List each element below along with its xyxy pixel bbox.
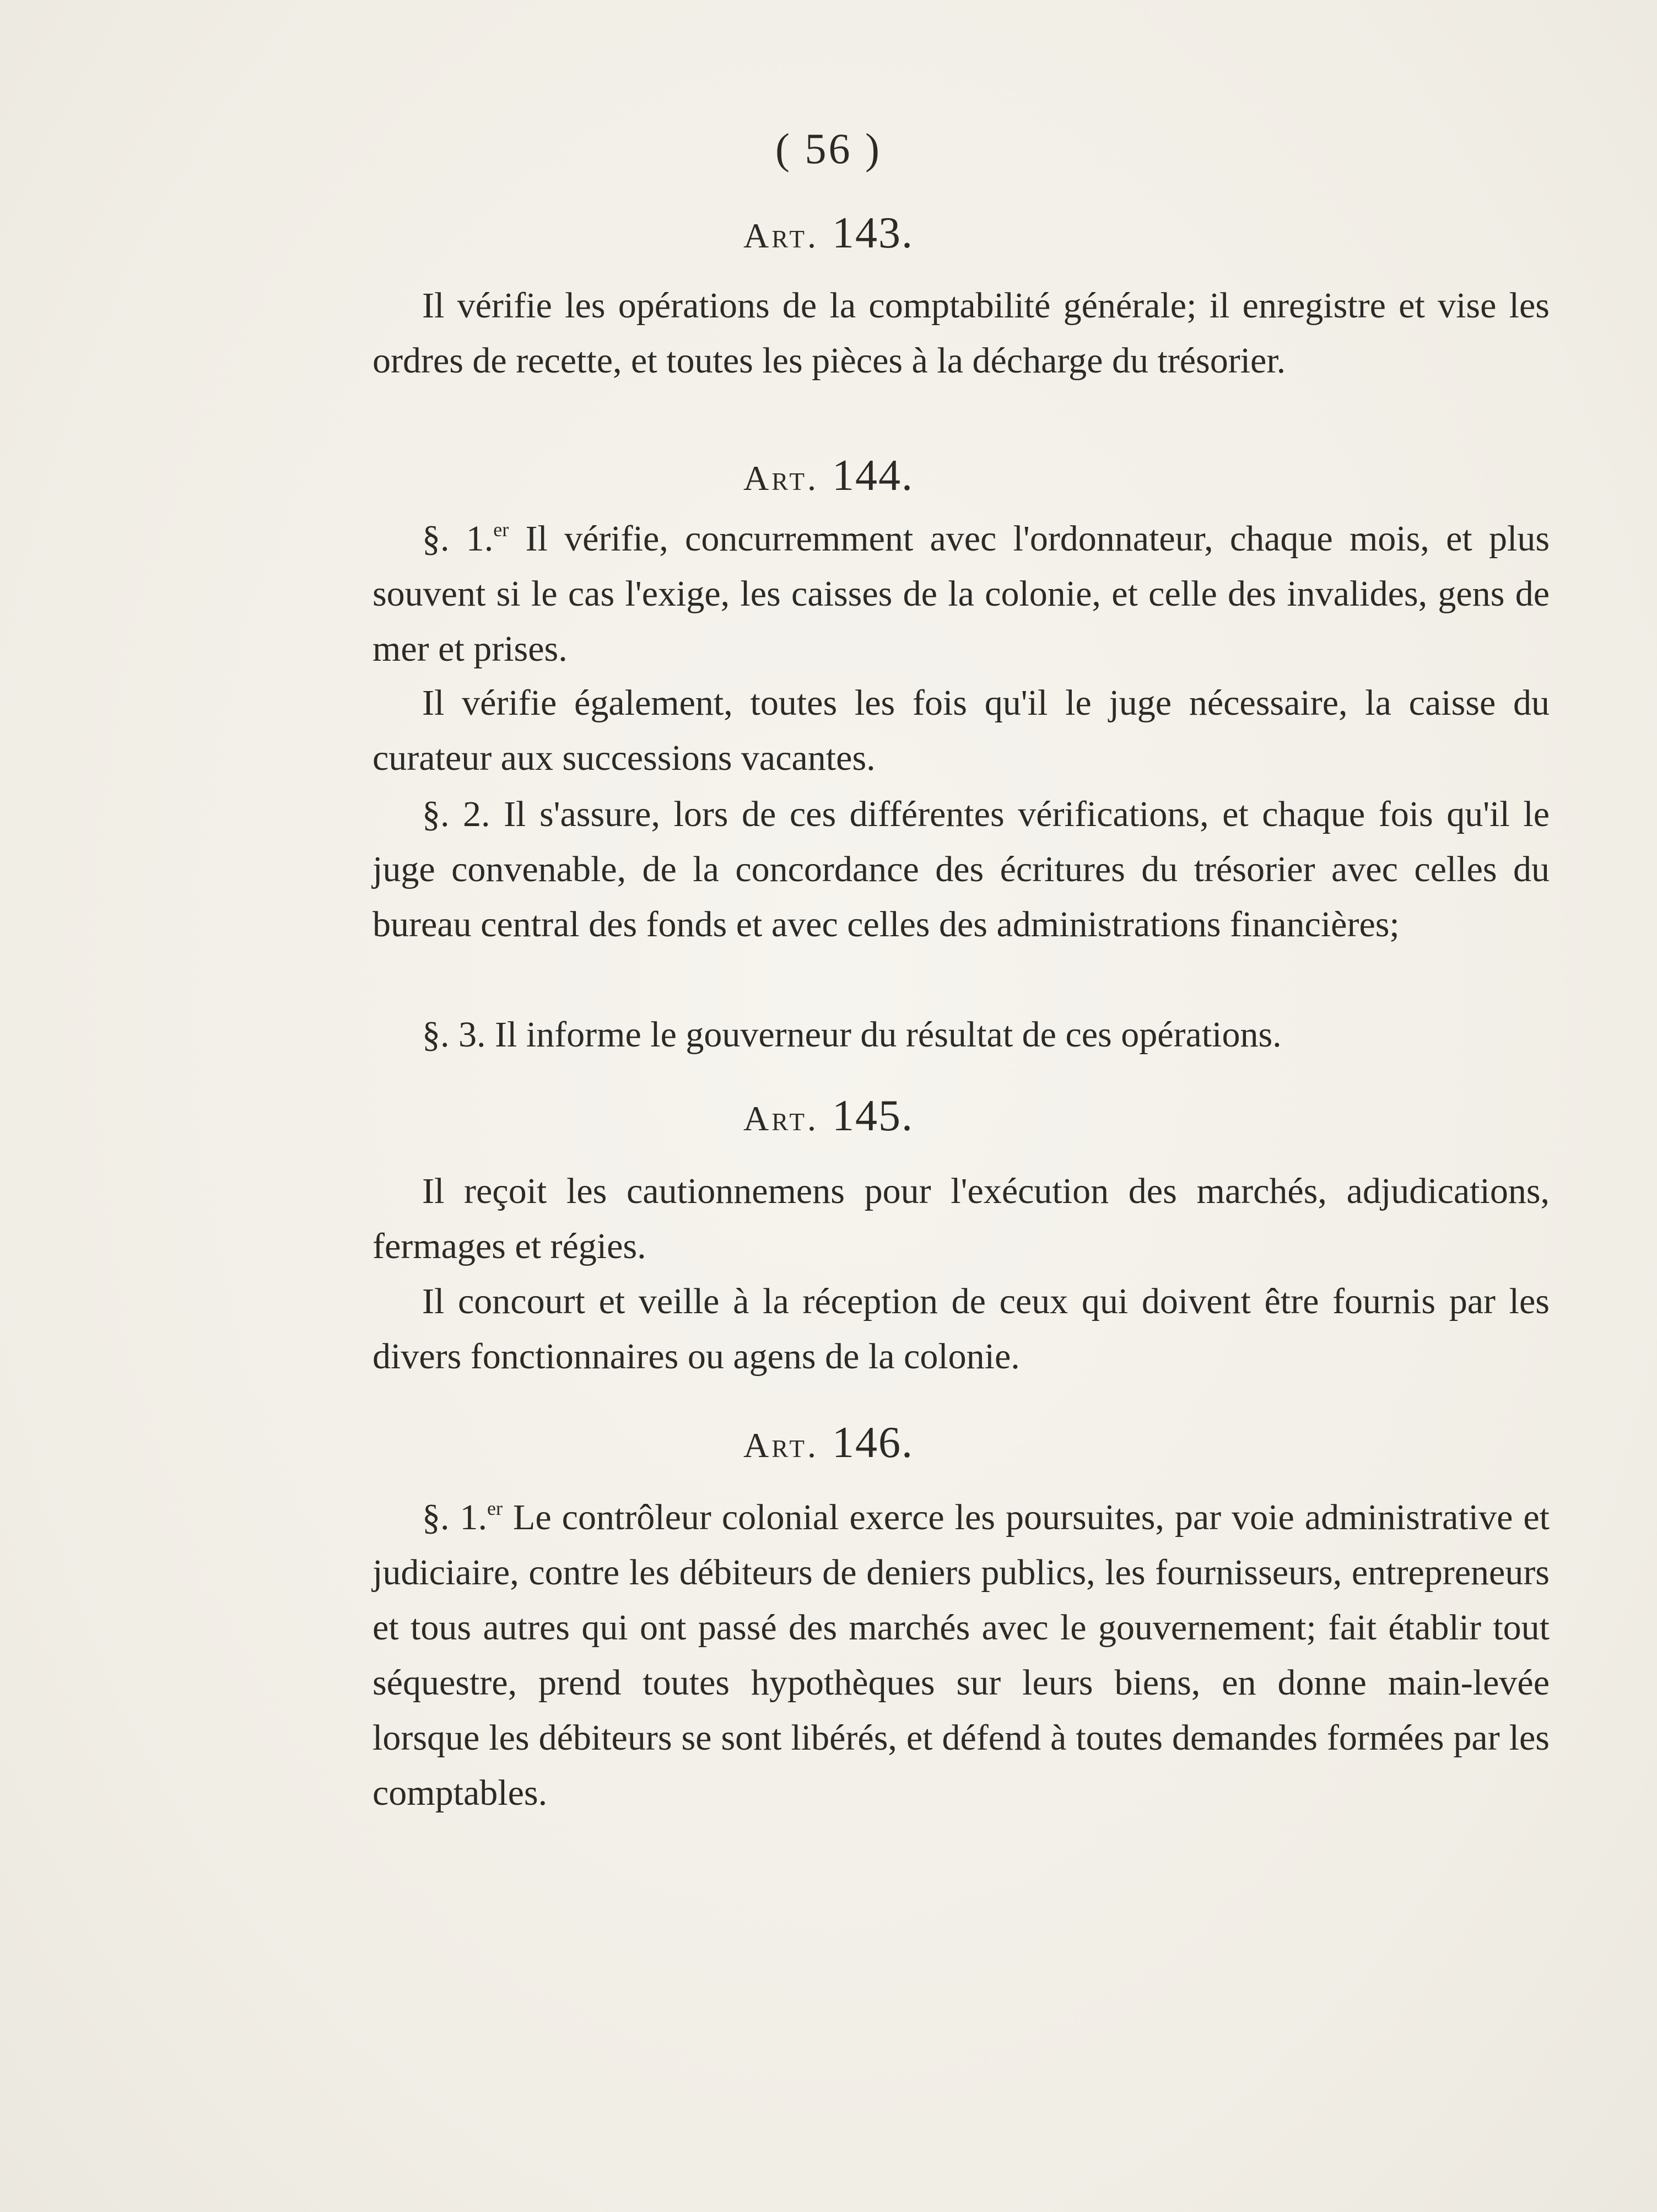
article-heading-146 — [0, 1418, 1657, 1468]
article-number: 145. — [832, 1092, 914, 1140]
article-144-body-2 — [373, 676, 1550, 786]
article-145-body — [373, 1164, 1550, 1274]
paragraph: Il vérifie les opérations de la comptabilité générale; il enregistre et vise les ordres de recette, et toutes les pièces à la décharge du trésorier. — [373, 285, 1550, 381]
ordinal-superscript: er — [487, 1497, 503, 1519]
article-heading-143 — [0, 208, 1657, 258]
paragraph: Il concourt et veille à la réception de ceux qui doivent être fournis par les divers fonctionnaires ou agens de la colonie. — [373, 1281, 1550, 1377]
article-label: Art. — [743, 1099, 819, 1138]
paragraph: Il vérifie également, toutes les fois qu'il le juge nécessaire, la caisse du curateur aux successions vacantes. — [373, 683, 1550, 778]
paragraph: §. 2. Il s'assure, lors de ces différentes vérifications, et chaque fois qu'il le juge convenable, de la concordance des écritures du trésorier avec celles du bureau central des fonds et avec celles des administrations financières; — [373, 794, 1550, 945]
article-number: 143. — [832, 209, 914, 257]
paragraph-text: Le contrôleur colonial exerce les poursuites, par voie administrative et judiciaire, contre les débiteurs de deniers publics, les fournisseurs, entrepreneurs et tous autres qui ont passé des marchés avec le gouvernement; fait établir tout séquestre, prend toutes hypothèques sur leurs biens, en donne main-levée lorsque les débiteurs se sont libérés, et défend à toutes demandes formées par les comptables. — [373, 1497, 1550, 1813]
paragraph: §. 3. Il informe le gouverneur du résultat de ces opérations. — [422, 1015, 1282, 1055]
article-label: Art. — [743, 458, 819, 498]
article-145-body-2 — [373, 1274, 1550, 1384]
article-146-body — [373, 1490, 1550, 1821]
article-heading-144 — [0, 451, 1657, 501]
paragraph — [373, 511, 1550, 677]
article-label: Art. — [743, 216, 819, 255]
paragraph: Il reçoit les cautionnemens pour l'exécution des marchés, adjudications, fermages et régies. — [373, 1171, 1550, 1266]
article-heading-145 — [0, 1091, 1657, 1141]
section-prefix: §. 1. — [422, 519, 494, 559]
article-label: Art. — [743, 1426, 819, 1465]
article-144-body — [373, 511, 1550, 677]
article-144-body-4 — [373, 1007, 1550, 1062]
page-number: ( 56 ) — [775, 125, 882, 172]
article-number: 146. — [832, 1418, 914, 1467]
ordinal-superscript: er — [493, 519, 509, 541]
article-143-body — [373, 278, 1550, 389]
article-144-body-3 — [373, 787, 1550, 952]
paragraph-text: Il vérifie, concurremment avec l'ordonnateur, chaque mois, et plus souvent si le cas l'exige, les caisses de la colonie, et celle des invalides, gens de mer et prises. — [373, 519, 1550, 669]
paragraph — [373, 1490, 1550, 1821]
section-prefix: §. 1. — [422, 1497, 488, 1537]
article-number: 144. — [832, 451, 914, 500]
